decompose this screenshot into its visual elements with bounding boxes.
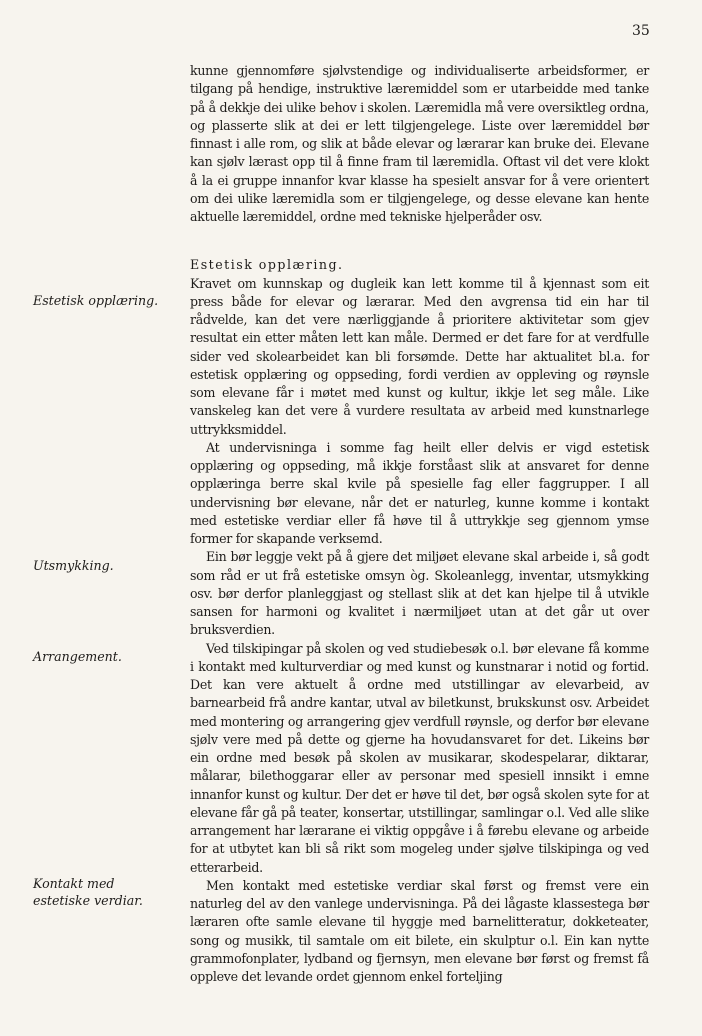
margin-note-line: Utsmykking. bbox=[33, 558, 114, 573]
margin-note-line: Kontakt med bbox=[33, 876, 115, 891]
paragraph-aesthetic-education: Kravet om kunnskap og dugleik kan lett komme til å kjennast som eit press både for elevar og lærarar. Med den avgrensa tid ein har til rådvelde, kan det vere nærliggjande å prioritere aktivitetar som gjev resultat ein etter måten lett kan måle. Dermed er det fare for at verdfulle sider ved skolearbeidet kan bli forsømde. Dette har aktualitet bl.a. for estetisk opplæring og oppseding, fordi verdien av oppleving og røynsle som elevane får i møtet med kunst og kultur, ikkje let seg måle. Like vanskeleg kan det vere å vurdere resultata av arbeid med kunstnarlege uttrykksmiddel. bbox=[190, 275, 649, 437]
margin-note-arrangement bbox=[33, 648, 122, 665]
paragraph-decoration: Ein bør leggje vekt på å gjere det miljøet elevane skal arbeide i, så godt som råd er ut frå estetiske omsyn òg. Skoleanlegg, inventar, utsmykking osv. bør derfor planleggjast og stellast slik at det kan hjelpe til å utvikle sansen for harmoni og kvalitet i nærmiljøet utan at det går ut over bruksverdien. bbox=[190, 549, 649, 638]
section-heading: Estetisk opplæring. bbox=[190, 257, 344, 273]
margin-note-line: Estetisk opplæring. bbox=[33, 293, 159, 308]
margin-note-aesthetic-education bbox=[33, 292, 158, 309]
paragraph-arrangements: Ved tilskipingar på skolen og ved studiebesøk o.l. bør elevane få komme i kontakt med kulturverdiar og med kunst og kunstnarar i notid og fortid. Det kan vere aktuelt å ordne med utstillingar av elevarbeid, av barnearbeid frå andre kantar, utval av biletkunst, brukskunst osv. Arbeidet med montering og arrangering gjev verdfull røynsle, og derfor bør elevane sjølv vere med på dette og gjerne ha hovudansvaret for det. Likeins bør ein ordne med besøk på skolen av musikarar, skodespelarar, diktarar, målarar, bilethoggarar eller av personar med spesiell innsikt i emne innanfor kunst og kultur. Der det er høve til det, bør også skolen syte for at elevane får gå på teater, konsertar, utstillingar, samlingar o.l. Ved alle slike arrangement har lærarane ei viktig oppgåve i å førebu elevane og arbeide for at utbytet kan bli så rikt som mogeleg under sjølve tilskipinga og ved etterarbeid. bbox=[190, 640, 649, 875]
main-text bbox=[190, 62, 649, 986]
page-number: 35 bbox=[632, 23, 650, 39]
paragraph-contact-aesthetic-values: Men kontakt med estetiske verdiar skal først og fremst vere ein naturleg del av den vanlege undervisninga. På dei lågaste klassestega bør læraren ofte samle elevane til hyggje med barnelitteratur, dokketeater, song og musikk, til samtale om eit bilete, ein skulptur o.l. Ein kan nytte grammofonplater, lydband og fjernsyn, men elevane bør først og fremst få oppleve det levande ordet gjennom enkel forteljing bbox=[190, 877, 649, 984]
margin-note-decoration bbox=[33, 557, 114, 574]
margin-note-line: Arrangement. bbox=[33, 649, 122, 664]
margin-note-line: estetiske verdiar. bbox=[33, 893, 143, 908]
paragraph-learning-materials: kunne gjennomføre sjølvstendige og individualiserte arbeidsformer, er tilgang på hendige, instruktive læremiddel som er utarbeidde med tanke på å dekkje dei ulike behov i skolen. Læremidla må vere oversiktleg ordna, og plasserte slik at dei er lett tilgjengelege. Liste over læremiddel bør finnast i alle rom, og slik at både elevar og lærarar kan bruke dei. Elevane kan sjølv lærast opp til å finne fram til læremidla. Oftast vil det vere klokt å la ei gruppe innanfor kvar klasse ha spesielt ansvar for å vere orientert om dei ulike læremidla som er tilgjengelege, og desse elevane kan hente aktuelle læremiddel, ordne med tekniske hjelperåder osv. bbox=[190, 63, 649, 224]
paragraph-all-subjects: At undervisninga i somme fag heilt eller delvis er vigd estetisk opplæring og oppseding, må ikkje forståast slik at ansvaret for denne opplæringa berre skal kvile på spesielle fag eller faggrupper. I all undervisning bør elevane, når det er naturleg, kunne komme i kontakt med estetiske verdiar eller få høve til å uttrykkje seg gjennom ymse former for skapande verksemd. bbox=[190, 439, 649, 546]
margin-note-contact-aesthetic-values bbox=[33, 875, 143, 909]
